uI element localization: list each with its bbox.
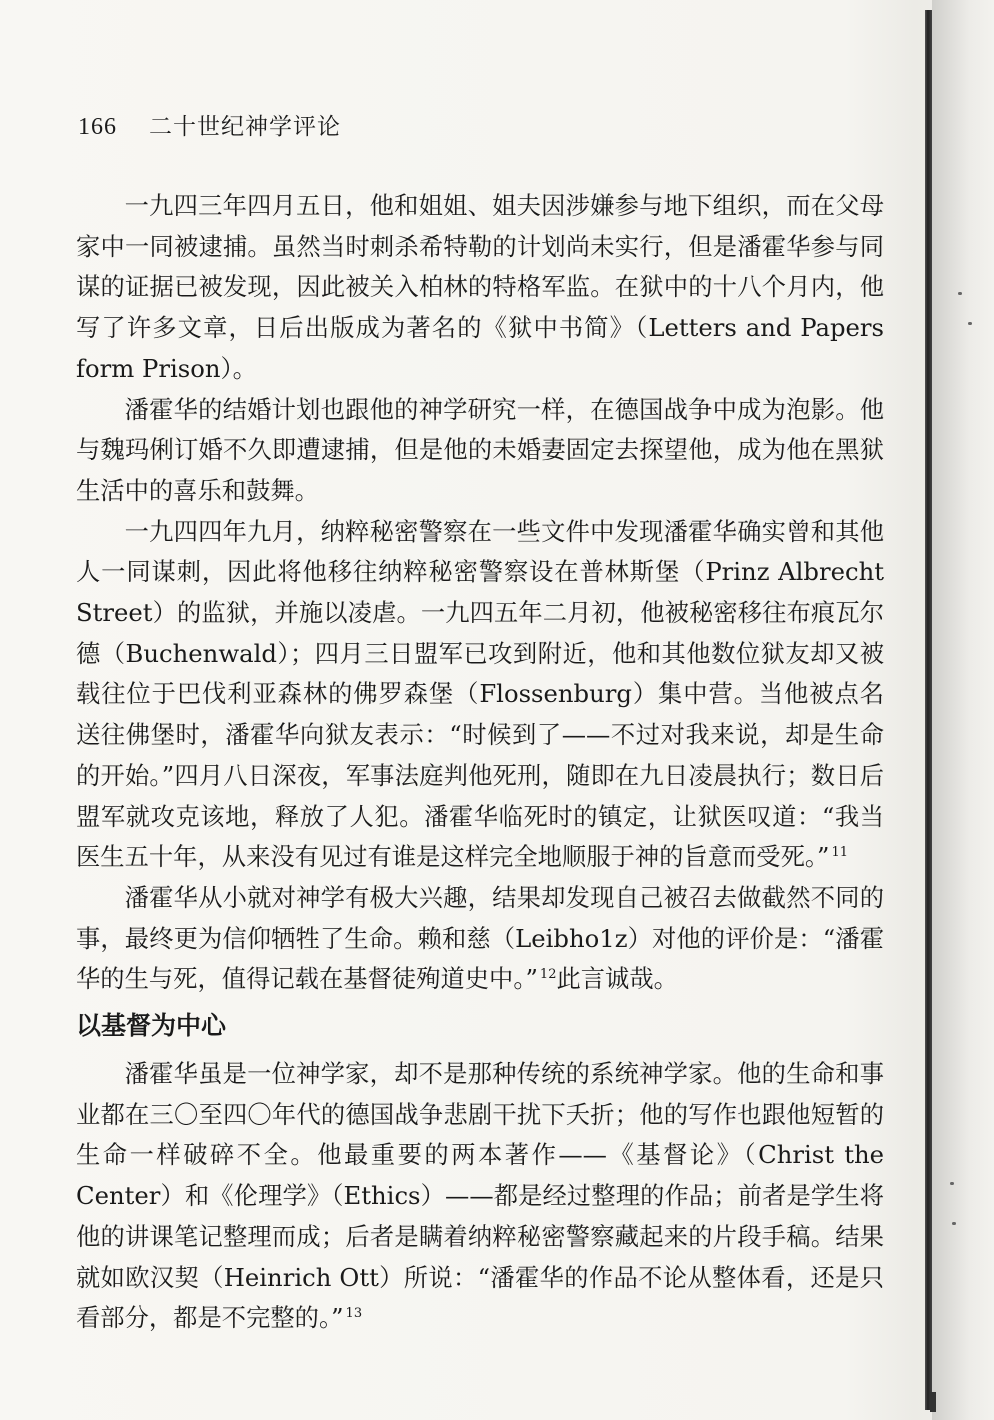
main-text — [76, 186, 884, 1339]
scan-speck — [958, 292, 962, 295]
paragraph-text: 一九四三年四月五日，他和姐姐、姐夫因涉嫌参与地下组织，而在父母家中一同被逮捕。虽然当时刺杀希特勒的计划尚未实行，但是潘霍华参与同谋的证据已被发现，因此被关入柏林的特格军监。在狱中的十八个月内，他写了许多文章，日后出版成为著名的《狱中书简》（Letters and Papers form Prison）。 — [76, 191, 884, 383]
paragraph-text: 潘霍华虽是一位神学家，却不是那种传统的系统神学家。他的生命和事业都在三〇至四〇年代的德国战争悲剧干扰下夭折；他的写作也跟他短暂的生命一样破碎不全。他最重要的两本著作——《基督论》（Christ the Center）和《伦理学》（Ethics）——都是经过整理的作品；前者是学生将他的讲课笔记整理而成；后者是瞒着纳粹秘密警察藏起来的片段手稿。结果就如欧汉契（Heinrich Ott）所说：“潘霍华的作品不论从整体看，还是只看部分，都是不完整的。” — [76, 1059, 884, 1333]
scan-speck — [952, 1222, 956, 1225]
binding-shadow — [932, 0, 994, 1420]
paragraph-text: 一九四四年九月，纳粹秘密警察在一些文件中发现潘霍华确实曾和其他人一同谋刺，因此将他移往纳粹秘密警察设在普林斯堡（Prinz Albrecht Street）的监狱，并施以凌虐。一九四五年二月初，他被秘密移往布痕瓦尔德（Buchenwald）；四月三日盟军已攻到附近，他和其他数位狱友却又被载往位于巴伐利亚森林的佛罗森堡（Flossenburg）集中营。当他被点名送往佛堡时，潘霍华向狱友表示：“时候到了——不过对我来说，却是生命的开始。”四月八日深夜，军事法庭判他死刑，随即在九日凌晨执行；数日后盟军就攻克该地，释放了人犯。潘霍华临死时的镇定，让狱医叹道：“我当医生五十年，从来没有见过有谁是这样完全地顺服于神的旨意而受死。” — [76, 516, 884, 872]
paragraph-text: 潘霍华的结婚计划也跟他的神学研究一样，在德国战争中成为泡影。他与魏玛俐订婚不久即遭逮捕，但是他的未婚妻固定去探望他，成为他在黑狱生活中的喜乐和鼓舞。 — [76, 394, 884, 505]
footnote-marker: 13 — [345, 1306, 363, 1322]
footnote-marker: 11 — [831, 845, 849, 861]
paragraph — [76, 186, 884, 390]
scan-speck — [968, 322, 972, 325]
paragraph-text: 潘霍华从小就对神学有极大兴趣，结果却发现自己被召去做截然不同的事，最终更为信仰牺牲了生命。赖和慈（Leibho1z）对他的评价是：“潘霍华的生与死，值得记载在基督徒殉道史中。” — [76, 882, 884, 994]
running-header — [78, 108, 341, 141]
book-title: 二十世纪神学评论 — [149, 114, 341, 140]
paragraph-tail: 此言诚哉。 — [556, 964, 678, 994]
paragraph — [76, 390, 884, 512]
page-number: 166 — [78, 114, 117, 140]
scan-speck — [950, 1182, 954, 1185]
paragraph — [76, 878, 884, 1000]
paragraph — [76, 512, 884, 878]
book-spine-edge — [925, 10, 932, 1410]
section-heading: 以基督为中心 — [76, 1011, 227, 1041]
paragraph — [76, 1054, 884, 1339]
footnote-marker: 12 — [539, 967, 557, 983]
spine-mark — [930, 1392, 936, 1412]
